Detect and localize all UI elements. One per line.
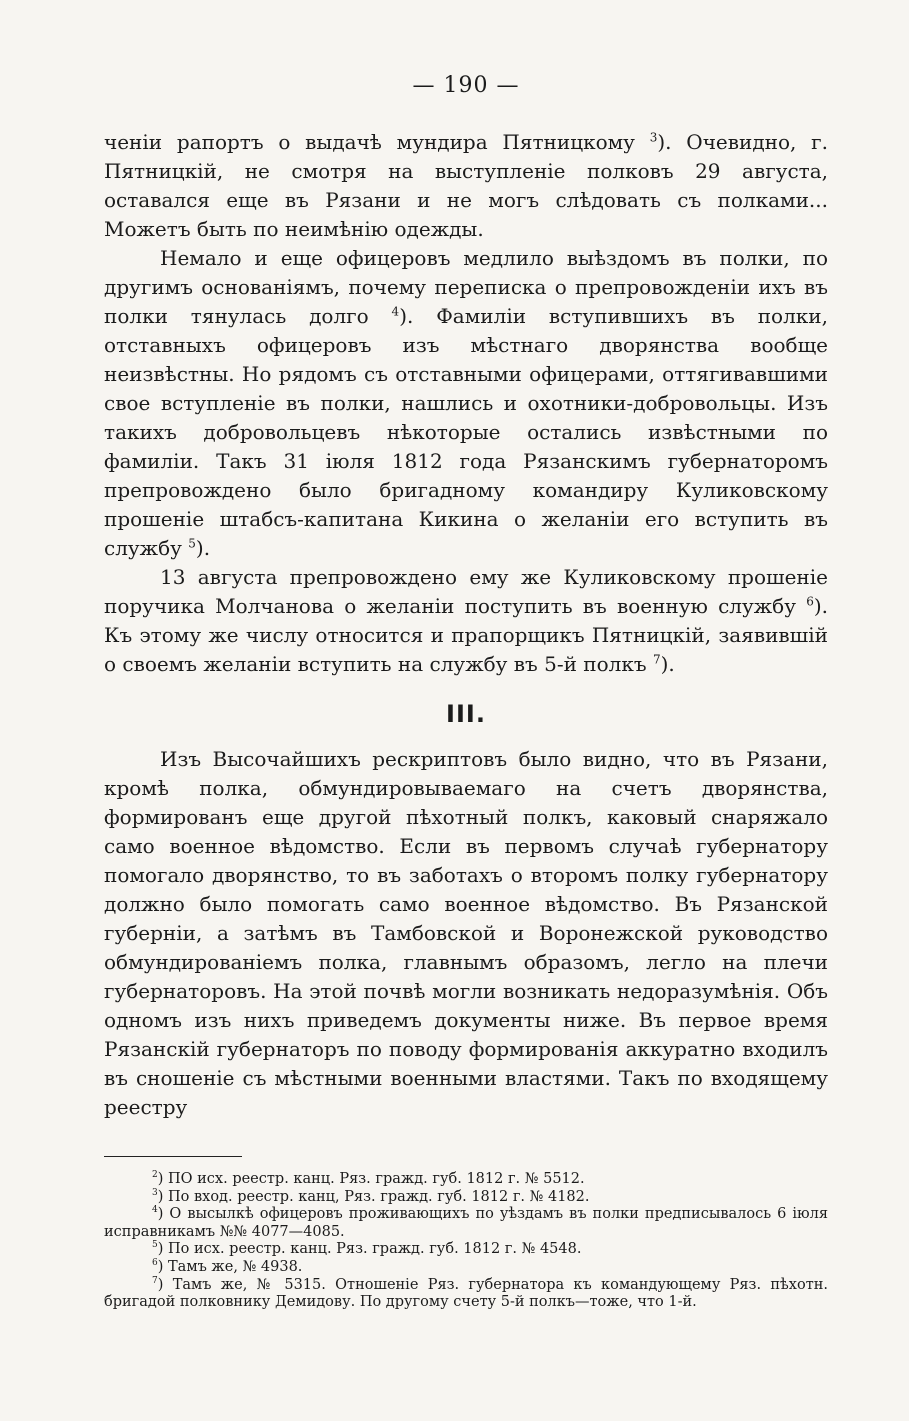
page-number: — 190 —	[412, 73, 520, 98]
body-text-before-heading	[104, 128, 828, 679]
footnote	[104, 1171, 828, 1189]
footnotes	[104, 1171, 828, 1312]
footnote	[104, 1259, 828, 1277]
footnote-marker: 4	[152, 1205, 158, 1216]
document-page	[104, 70, 828, 1312]
footnote-marker: 7	[152, 1275, 158, 1286]
paragraph	[104, 745, 828, 1122]
paragraph	[104, 244, 828, 563]
footnote-text: ) По вход. реестр. канц, Ряз. гражд. губ. 1812 г. № 4182.	[157, 1188, 590, 1205]
footnote-reference: 4	[391, 304, 400, 319]
paragraph-text: Немало и еще офицеровъ медлило выѣздомъ въ полки, по другимъ основаніямъ, почему переписка о препровожденіи ихъ въ полки тянулась долго	[104, 246, 828, 328]
footnote-reference: 6	[806, 594, 814, 609]
footnote-reference: 3	[649, 130, 658, 145]
footnote	[104, 1189, 828, 1207]
paragraph-text: ).	[195, 536, 211, 560]
paragraph	[104, 128, 828, 244]
footnote-divider	[104, 1156, 242, 1157]
footnote-marker: 3	[152, 1187, 158, 1198]
paragraph-text: ). Фамиліи вступившихъ въ полки, отставныхъ офицеровъ изъ мѣстнаго дворянства вообще неизвѣстны. Но рядомъ съ отставными офицерами, оттягивавшими свое вступленіе въ полки, нашлись и охотники-добровольцы. Изъ такихъ добровольцевъ нѣкоторые остались извѣстными по фамиліи. Такъ 31 іюля 1812 года Рязанскимъ губернаторомъ препровождено было бригадному командиру Куликовскому прошеніе штабсъ-капитана Кикина о желаніи его вступить въ службу	[104, 304, 828, 560]
paragraph-text: ченіи рапортъ о выдачѣ мундира Пятницкому	[104, 130, 650, 154]
footnote	[104, 1206, 828, 1241]
footnote-text: ) По исх. реестр. канц. Ряз. гражд. губ. 1812 г. № 4548.	[157, 1241, 582, 1258]
footnote-text: ) Тамъ же, № 4938.	[157, 1258, 303, 1275]
paragraph-text: Изъ Высочайшихъ рескриптовъ было видно, что въ Рязани, кромѣ полка, обмундировываемаго на счетъ дворянства, формированъ еще другой пѣхотный полкъ, каковый снаряжало само военное вѣдомство. Если въ первомъ случаѣ губернатору помогало дворянство, то въ заботахъ о второмъ полку губернатору должно было помогать само военное вѣдомство. Въ Рязанской губерніи, а затѣмъ въ Тамбовской и Воронежской руководство обмундированіемъ полка, главнымъ образомъ, легло на плечи губернаторовъ. На этой почвѣ могли возникать недоразумѣнія. Объ одномъ изъ нихъ приведемъ документы ниже. Въ первое время Рязанскій губернаторъ по поводу формированія аккуратно входилъ въ сношеніе съ мѣстными военными властями. Такъ по входящему реестру	[104, 747, 828, 1119]
footnote	[104, 1277, 828, 1312]
footnote-text: ) ПО исх. реестр. канц. Ряз. гражд. губ. 1812 г. № 5512.	[157, 1171, 585, 1187]
footnote-marker: 6	[152, 1258, 158, 1269]
footnote	[104, 1241, 828, 1259]
paragraph-text: ). Къ этому же числу относится и прапорщикъ Пятницкій, заявившій о своемъ желаніи вступить на службу въ 5-й полкъ	[104, 594, 828, 676]
section-heading: III.	[446, 700, 486, 728]
footnote-reference: 5	[188, 536, 196, 551]
footnote-reference: 7	[652, 652, 661, 667]
footnote-marker: 5	[152, 1240, 158, 1251]
body-text-after-heading	[104, 745, 828, 1122]
paragraph	[104, 563, 828, 679]
footnote-text: ) Тамъ же, № 5315. Отношеніе Ряз. губернатора къ командующему Ряз. пѣхотн. бригадой полковнику Демидову. По другому счету 5-й полкъ—тоже, что 1-й.	[104, 1276, 828, 1311]
footnote-marker: 2	[152, 1170, 158, 1181]
paragraph-text: ). Очевидно, г. Пятницкій, не смотря на выступленіе полковъ 29 августа, оставался еще въ Рязани и не могъ слѣдовать съ полками... Можетъ быть по неимѣнію одежды.	[104, 130, 828, 241]
paragraph-text: ).	[660, 652, 675, 676]
footnote-text: ) О высылкѣ офицеровъ проживающихъ по уѣздамъ въ полки предписывалось 6 іюля исправникамъ №№ 4077—4085.	[104, 1206, 828, 1240]
paragraph-text: 13 августа препровождено ему же Куликовскому прошеніе поручика Молчанова о желаніи поступить въ военную службу	[104, 565, 828, 618]
